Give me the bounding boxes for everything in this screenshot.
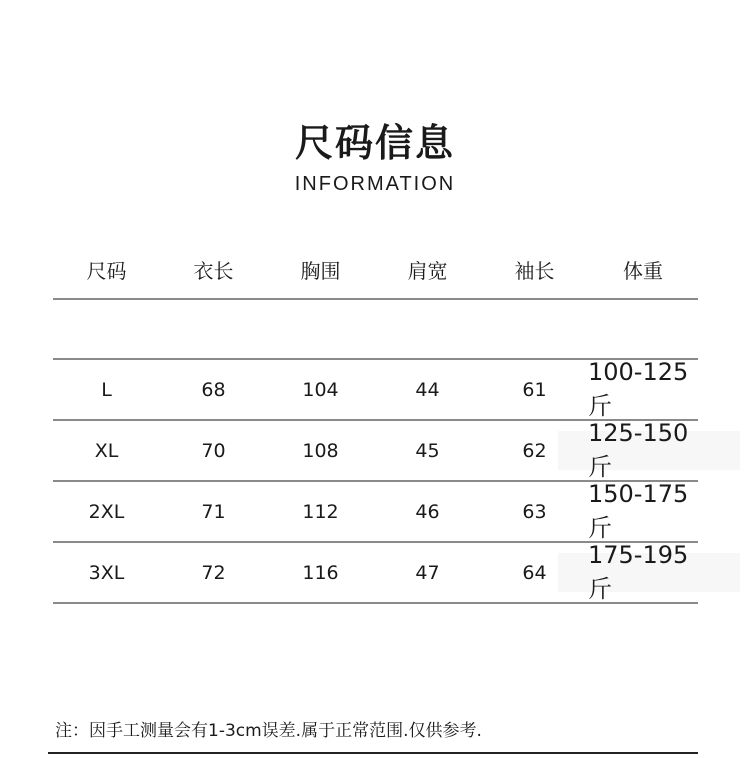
size-cell: XL xyxy=(94,439,119,462)
table-row xyxy=(53,360,698,421)
chest-cell: 104 xyxy=(302,378,339,401)
table-spacer-row xyxy=(53,300,698,360)
sleeve-cell: 62 xyxy=(522,439,547,462)
table-row xyxy=(53,482,698,543)
sleeve-cell: 64 xyxy=(522,561,547,584)
weight-cell: 150-175斤 xyxy=(588,480,689,542)
header-length: 衣长 xyxy=(193,258,234,283)
chest-cell: 116 xyxy=(302,561,339,584)
shoulder-cell: 44 xyxy=(415,378,440,401)
size-cell: 2XL xyxy=(88,500,125,523)
shoulder-cell: 45 xyxy=(415,439,440,462)
shoulder-cell: 46 xyxy=(415,500,440,523)
weight-cell: 100-125斤 xyxy=(588,358,689,420)
length-cell: 71 xyxy=(201,500,226,523)
size-cell: L xyxy=(101,378,112,401)
page-subtitle: INFORMATION xyxy=(294,173,456,195)
sleeve-cell: 63 xyxy=(522,500,547,523)
weight-cell: 125-150斤 xyxy=(588,419,689,481)
length-cell: 68 xyxy=(201,378,226,401)
header-weight: 体重 xyxy=(623,258,663,283)
length-cell: 72 xyxy=(201,561,226,584)
table-row xyxy=(53,421,698,482)
sleeve-cell: 61 xyxy=(522,378,547,401)
bottom-divider xyxy=(48,752,698,754)
chest-cell: 112 xyxy=(302,500,339,523)
measurement-note: 注：因手工测量会有1-3cm误差.属于正常范围.仅供参考. xyxy=(55,721,482,741)
page-title: 尺码信息 xyxy=(294,121,455,165)
size-table xyxy=(53,240,698,604)
length-cell: 70 xyxy=(201,439,226,462)
table-row xyxy=(53,543,698,604)
header-shoulder: 肩宽 xyxy=(407,258,448,283)
shoulder-cell: 47 xyxy=(415,561,440,584)
table-header-row xyxy=(53,240,698,300)
header-sleeve: 袖长 xyxy=(514,258,555,283)
header-size: 尺码 xyxy=(86,258,127,283)
weight-cell: 175-195斤 xyxy=(588,541,689,603)
header-chest: 胸围 xyxy=(300,258,341,283)
size-cell: 3XL xyxy=(88,561,125,584)
chest-cell: 108 xyxy=(302,439,339,462)
